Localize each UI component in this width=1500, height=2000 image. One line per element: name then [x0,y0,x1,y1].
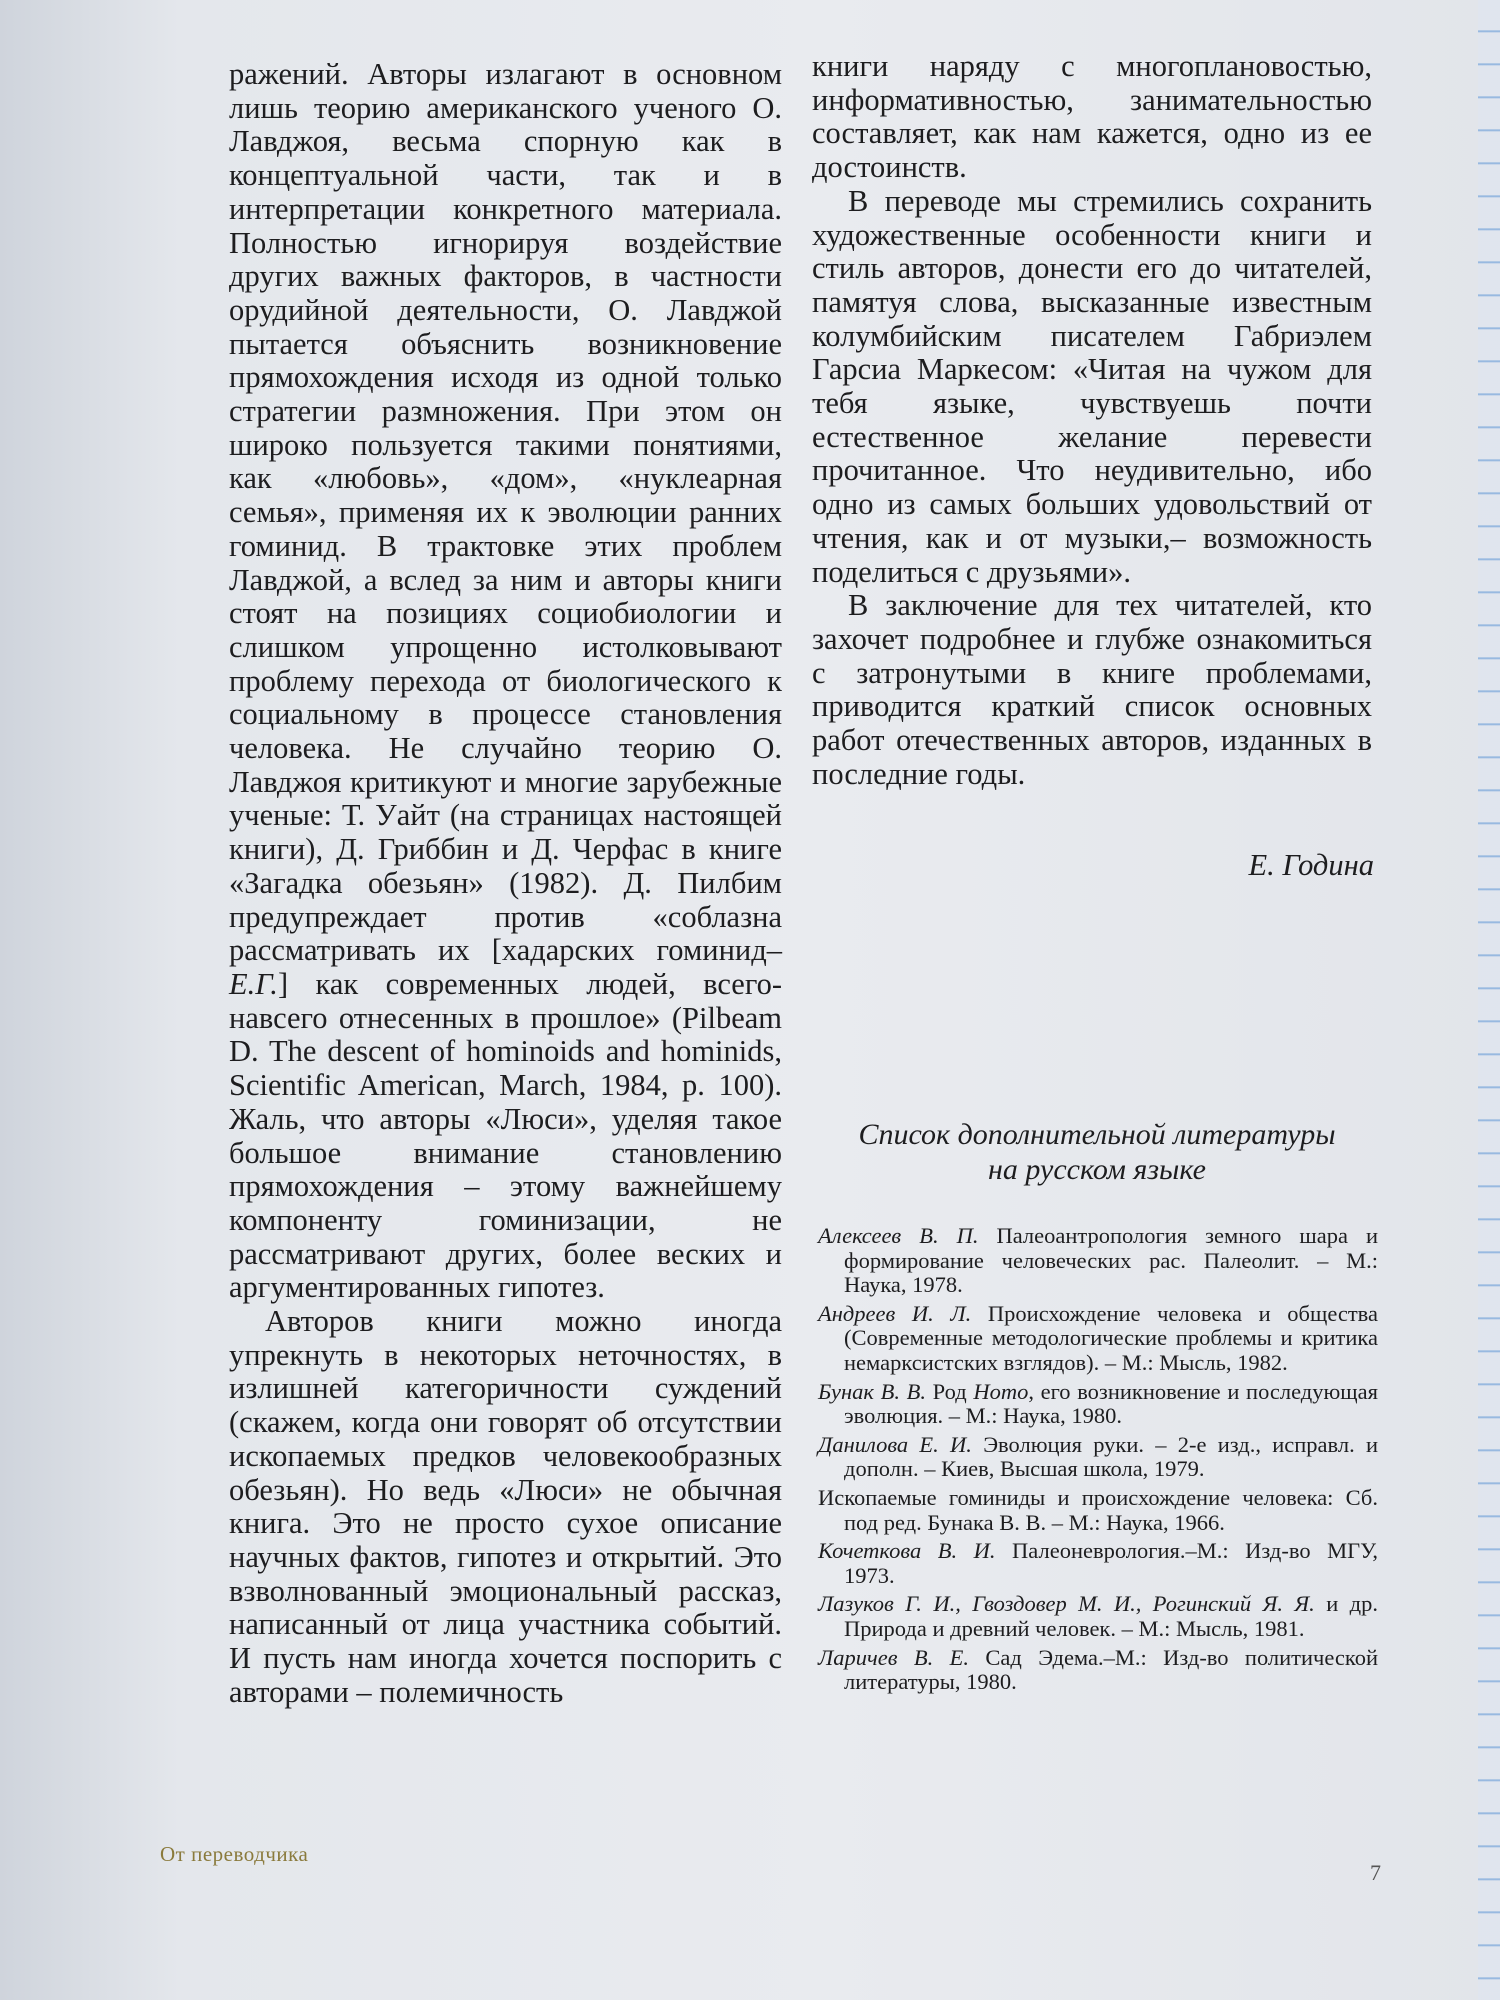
right-paragraph-3: В заключение для тех читателей, кто захочет подробнее и глубже ознакомиться с затронутыми в книге проблемами, приводится краткий список основных работ отечественных авторов, изданных в последние годы. [812,588,1372,791]
bibliography-item: Ларичев В. Е. Сад Эдема.–М.: Изд-во политической литературы, 1980. [818,1644,1378,1695]
right-paragraph-1: книги наряду с многоплановостью, информативностью, занимательностью составляет, как нам кажется, одно из ее достоинств. [812,49,1372,185]
running-footer-section: От переводчика [160,1842,309,1866]
notebook-edge-background [1478,0,1500,2000]
bibliography-item: Бунак В. В. Род Homo, его возникновение и последующая эволюция. – М.: Наука, 1980. [818,1378,1378,1429]
left-column [229,58,782,1709]
page-number: 7 [1370,1860,1381,1885]
translator-signature: Е. Година [1248,848,1374,882]
bibliography-item: Данилова Е. И. Эволюция руки. – 2-е изд., исправл. и дополн. – Киев, Высшая школа, 1979. [818,1431,1378,1482]
bibliography-title: Список дополнительной литературы на русском языке [858,1118,1336,1186]
right-column [812,50,1372,791]
left-paragraph-1: ражений. Авторы излагают в основном лишь теорию американского ученого О. Лавджоя, весьма спорную как в концептуальной части, так и в интерпретации конкретного материала. Полностью игнорируя воздействие других важных факторов, в частности орудийной деятельности, О. Лавджой пытается объяснить возникновение прямохождения исходя из одной только стратегии размножения. При этом он широко пользуется такими понятиями, как «любовь», «дом», «нуклеарная семья», применяя их к эволюции ранних гоминид. В трактовке этих проблем Лавджой, а вслед за ним и авторы книги стоят на позициях социобиологии и слишком упрощенно истолковывают проблему перехода от биологического к социальному в процессе становления человека. Не случайно теорию О. Лавджоя критикуют и многие зарубежные ученые: Т. Уайт (на страницах настоящей книги), Д. Гриббин и Д. Черфас в книге «Загадка обезьян» (1982). Д. Пилбим предупреждает против «соблазна рассматривать их [хадарских гоминид–Е.Г.] как современных людей, всего-навсего отнесенных в прошлое» (Pilbeam D. The descent of hominoids and hominids, Scientific American, March, 1984, p. 100). Жаль, что авторы «Люси», уделяя такое большое внимание становлению прямохождения – этому важнейшему компоненту гоминизации, не рассматривают других, более веских и аргументированных гипотез. [229,57,782,1305]
bibliography-list [818,1224,1378,1699]
left-paragraph-2: Авторов книги можно иногда упрекнуть в некоторых неточностях, в излишней категоричности суждений (скажем, когда они говорят об отсутствии ископаемых предков человекообразных обезьян). Но ведь «Люси» не обычная книга. Это не просто сухое описание научных фактов, гипотез и открытий. Это взволнованный эмоциональный рассказ, написанный от лица участника событий. И пусть нам иногда хочется поспорить с авторами – полемичность [229,1304,782,1709]
right-paragraph-2: В переводе мы стремились сохранить художественные особенности книги и стиль авторов, донести его до читателей, памятуя слова, высказанные известным колумбийским писателем Габриэлем Гарсиа Маркесом: «Читая на чужом для тебя языке, чувствуешь почти естественное желание перевести прочитанное. Что неудивительно, ибо одно из самых больших удовольствий от чтения, как и от музыки,– возможность поделиться с друзьями». [812,183,1372,589]
bibliography-item: Лазуков Г. И., Гвоздовер М. И., Рогинский Я. Я. и др. Природа и древний человек. – М.: Мысль, 1981. [818,1591,1378,1641]
bibliography-item: Андреев И. Л. Происхождение человека и общества (Современные методологические проблемы и критика немарксистских взглядов). – М.: Мысль, 1982. [818,1300,1378,1375]
bibliography-item: Алексеев В. П. Палеоантропология земного шара и формирование человеческих рас. Палеолит. – М.: Наука, 1978. [818,1223,1378,1298]
bibliography-item: Ископаемые гоминиды и происхождение человека: Сб. под ред. Бунака В. В. – М.: Наука, 1966. [818,1484,1378,1535]
bibliography-item: Кочеткова В. И. Палеоневрология.–М.: Изд-во МГУ, 1973. [818,1538,1378,1588]
